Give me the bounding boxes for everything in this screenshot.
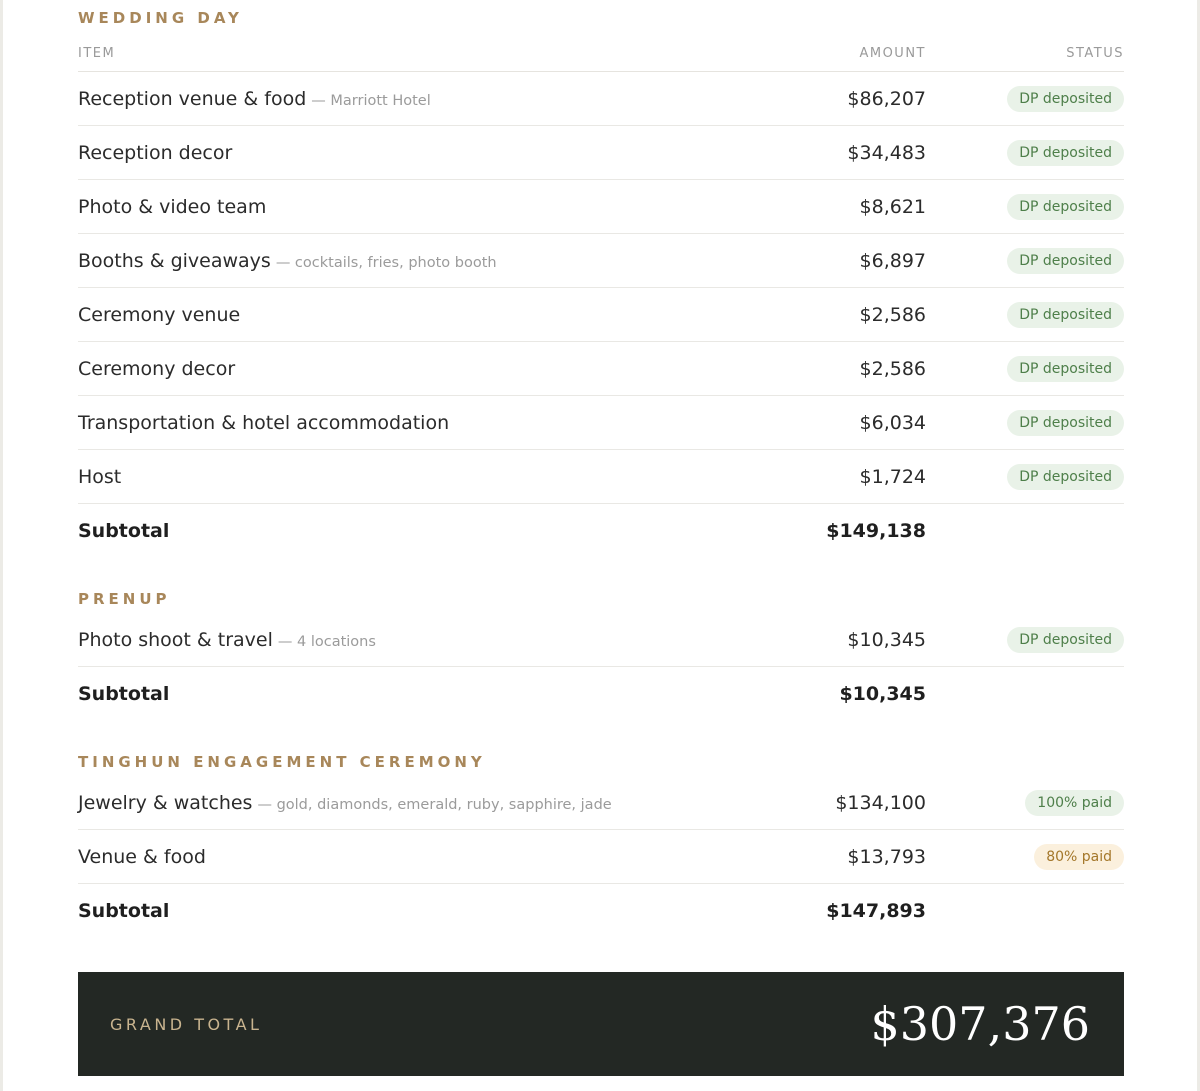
item-note: — gold, diamonds, emerald, ruby, sapphire, jade <box>257 796 612 813</box>
status-badge: DP deposited <box>1007 194 1124 220</box>
item-name: Host <box>78 465 122 488</box>
status-badge: DP deposited <box>1007 140 1124 166</box>
subtotal-label: Subtotal <box>78 520 170 542</box>
item-amount: $8,621 <box>859 195 926 218</box>
item-name: Ceremony venue <box>78 303 241 326</box>
subtotal-value: $149,138 <box>826 520 926 542</box>
table-row <box>78 288 1124 342</box>
table-row <box>78 450 1124 504</box>
item-note: — Marriott Hotel <box>311 92 431 109</box>
column-header-row <box>78 35 1124 72</box>
item-amount: $2,586 <box>859 303 926 326</box>
subtotal-value: $10,345 <box>839 683 926 705</box>
section-wedding-day <box>78 0 1124 558</box>
column-header-item: ITEM <box>78 45 116 61</box>
status-badge: DP deposited <box>1007 302 1124 328</box>
item-name: Jewelry & watches <box>78 791 253 814</box>
grand-total-label: GRAND TOTAL <box>110 1014 263 1034</box>
status-badge: DP deposited <box>1007 356 1124 382</box>
item-name: Photo shoot & travel <box>78 628 273 651</box>
status-badge: 100% paid <box>1025 790 1124 816</box>
section-prenup <box>78 558 1124 721</box>
subtotal-row <box>78 504 1124 558</box>
item-amount: $6,034 <box>859 411 926 434</box>
table-row <box>78 72 1124 126</box>
subtotal-value: $147,893 <box>826 900 926 922</box>
section-title: PRENUP <box>78 590 171 608</box>
table-row <box>78 613 1124 667</box>
grand-total-value: $307,376 <box>870 997 1090 1051</box>
item-note: — 4 locations <box>277 633 376 650</box>
status-badge: DP deposited <box>1007 410 1124 436</box>
item-note: — cocktails, fries, photo booth <box>275 254 497 271</box>
item-name: Transportation & hotel accommodation <box>78 411 450 434</box>
table-row <box>78 234 1124 288</box>
status-badge: DP deposited <box>1007 627 1124 653</box>
grand-total-bar <box>78 972 1124 1076</box>
status-badge: 80% paid <box>1034 844 1124 870</box>
column-header-amount: AMOUNT <box>859 45 926 61</box>
status-badge: DP deposited <box>1007 464 1124 490</box>
section-title: WEDDING DAY <box>78 9 243 27</box>
item-name: Reception decor <box>78 141 233 164</box>
table-row <box>78 126 1124 180</box>
item-amount: $6,897 <box>859 249 926 272</box>
table-row <box>78 776 1124 830</box>
table-row <box>78 342 1124 396</box>
subtotal-row <box>78 884 1124 938</box>
item-amount: $86,207 <box>847 87 926 110</box>
table-row <box>78 830 1124 884</box>
item-name: Reception venue & food <box>78 87 307 110</box>
column-header-status: STATUS <box>1066 45 1124 61</box>
item-amount: $13,793 <box>847 845 926 868</box>
item-amount: $2,586 <box>859 357 926 380</box>
subtotal-label: Subtotal <box>78 900 170 922</box>
item-name: Venue & food <box>78 845 206 868</box>
item-amount: $34,483 <box>847 141 926 164</box>
section-title: TINGHUN ENGAGEMENT CEREMONY <box>78 753 486 771</box>
item-amount: $134,100 <box>835 791 926 814</box>
page-border-left <box>0 0 3 1091</box>
status-badge: DP deposited <box>1007 86 1124 112</box>
item-name: Booths & giveaways <box>78 249 271 272</box>
subtotal-row <box>78 667 1124 721</box>
section-tinghun-engagement-ceremony <box>78 721 1124 938</box>
item-name: Photo & video team <box>78 195 267 218</box>
item-name: Ceremony decor <box>78 357 236 380</box>
budget-table <box>78 0 1124 938</box>
item-amount: $1,724 <box>859 465 926 488</box>
table-row <box>78 180 1124 234</box>
item-amount: $10,345 <box>847 628 926 651</box>
table-row <box>78 396 1124 450</box>
status-badge: DP deposited <box>1007 248 1124 274</box>
subtotal-label: Subtotal <box>78 683 170 705</box>
